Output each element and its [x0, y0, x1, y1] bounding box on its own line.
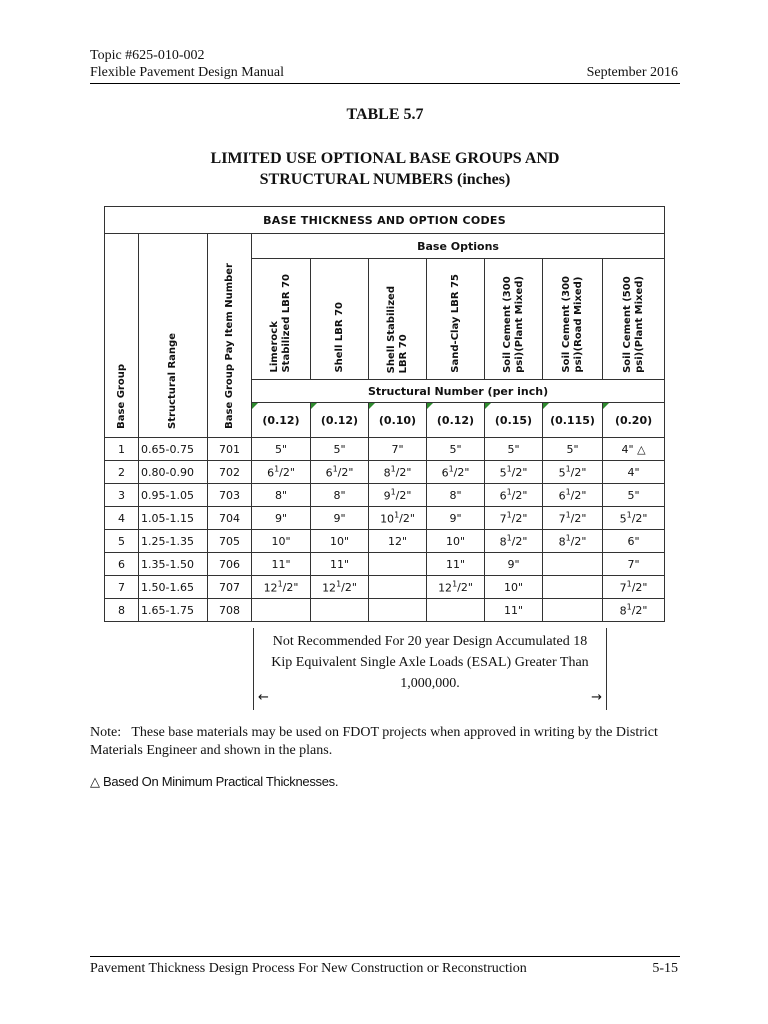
thickness-cell: [427, 576, 485, 599]
thickness-value: 5": [507, 442, 520, 456]
thickness-value: 9": [333, 511, 346, 525]
thickness-cell: [252, 484, 311, 507]
not-recommended-line-3: 1,000,000.: [400, 676, 460, 691]
option-header-label: [561, 276, 585, 373]
thickness-cell: [369, 576, 427, 599]
coefficient-value: (0.12): [320, 413, 359, 427]
thickness-cell: [485, 530, 543, 553]
not-recommended-line-2: Kip Equivalent Single Axle Loads (ESAL) Greater Than: [271, 655, 589, 670]
thickness-cell: [427, 599, 485, 622]
group-cell: 4: [105, 507, 139, 530]
thickness-cell: [369, 599, 427, 622]
thickness-fraction: $^1$/2": [274, 464, 295, 480]
thickness-cell: [543, 599, 603, 622]
table-number: TABLE 5.7: [346, 106, 424, 123]
thickness-value: 10": [503, 580, 524, 594]
option-header-line: psi)(Plant Mixed): [633, 276, 645, 373]
header-rule: [90, 83, 680, 84]
thickness-fraction: $^1$/2": [506, 533, 528, 549]
thickness-cell: [543, 461, 603, 484]
option-header-label: [334, 302, 346, 373]
thickness-cell: [485, 484, 543, 507]
group-cell: 8: [105, 599, 139, 622]
note: [90, 724, 680, 760]
left-arrow-icon: ←: [258, 690, 269, 705]
footnote: △ Based On Minimum Practical Thicknesses.: [90, 774, 339, 789]
thickness-value: 6: [441, 466, 449, 480]
option-header: [603, 259, 665, 380]
thickness-fraction: $^1$/2": [626, 602, 648, 618]
thickness-value: 6: [325, 466, 333, 480]
thickness-cell: [543, 484, 603, 507]
header-structural-range: [139, 234, 208, 438]
pay-item-cell: 707: [208, 576, 252, 599]
thickness-cell: [543, 530, 603, 553]
thickness-cell: [603, 530, 665, 553]
thickness-value: 12": [387, 534, 408, 548]
thickness-cell: [603, 438, 665, 461]
thickness-fraction: $^1$/2": [626, 510, 648, 526]
header-base-group: [105, 234, 139, 438]
option-header-label: [450, 274, 462, 373]
header-structural-range-label: Structural Range: [167, 333, 178, 429]
pay-item-cell: 705: [208, 530, 252, 553]
range-cell: 1.65-1.75: [139, 599, 208, 622]
thickness-value: 9": [449, 511, 462, 525]
thickness-cell: [603, 599, 665, 622]
coefficient-cell: [369, 403, 427, 438]
group-cell: 3: [105, 484, 139, 507]
thickness-value: 8: [499, 535, 507, 549]
option-header-label: [386, 286, 410, 373]
thickness-cell: [543, 576, 603, 599]
thickness-cell: [427, 553, 485, 576]
thickness-cell: [369, 553, 427, 576]
table-row: [105, 599, 665, 622]
note-line-2: Materials Engineer and shown in the plans.: [90, 743, 333, 758]
thickness-cell: [252, 576, 311, 599]
title-line-1: LIMITED USE OPTIONAL BASE GROUPS AND: [210, 150, 560, 167]
coefficient-cell: [427, 403, 485, 438]
thickness-cell: [369, 484, 427, 507]
thickness-cell: [311, 484, 369, 507]
note-line-1: Note: These base materials may be used on FDOT projects when approved in writing by the District: [90, 725, 658, 740]
thickness-value: 7": [391, 442, 404, 456]
coefficient-value: (0.15): [494, 413, 533, 427]
thickness-cell: [311, 530, 369, 553]
option-header: [311, 259, 369, 380]
header-date: September 2016: [586, 65, 678, 80]
thickness-cell: [252, 507, 311, 530]
thickness-value: 6": [627, 534, 640, 548]
not-recommended-box: [253, 628, 607, 710]
thickness-value: 8": [333, 488, 346, 502]
thickness-cell: [603, 576, 665, 599]
footer-rule: [90, 956, 680, 957]
thickness-value: 10": [445, 534, 466, 548]
footer-text: Pavement Thickness Design Process For New Construction or Reconstruction: [90, 961, 527, 976]
table-row: [105, 530, 665, 553]
thickness-value: 5: [619, 512, 627, 526]
thickness-value: 8: [619, 604, 627, 618]
thickness-fraction: $^1$/2": [448, 464, 470, 480]
option-header-line: Stabilized LBR 70: [281, 274, 292, 373]
option-header-line: Soil Cement (300: [560, 276, 572, 373]
thickness-fraction: $^1$/2": [390, 487, 412, 503]
thickness-cell: [369, 438, 427, 461]
thickness-value: 11": [503, 603, 524, 617]
comment-marker-icon: [603, 403, 609, 409]
thickness-cell: [543, 438, 603, 461]
thickness-fraction: $^1$/2": [506, 510, 528, 526]
thickness-value: 4": [627, 465, 640, 479]
group-cell: 6: [105, 553, 139, 576]
thickness-value: 11": [329, 557, 350, 571]
group-cell: 5: [105, 530, 139, 553]
thickness-value: 6: [499, 489, 507, 503]
option-header: [252, 259, 311, 380]
thickness-value: 11": [445, 557, 466, 571]
thickness-value: 5": [333, 442, 346, 456]
thickness-fraction: $^1$/2": [565, 487, 587, 503]
range-cell: 1.25-1.35: [139, 530, 208, 553]
thickness-value: 7: [619, 581, 627, 595]
thickness-cell: [485, 438, 543, 461]
thickness-cell: [485, 576, 543, 599]
option-header-line: Soil Cement (300: [501, 276, 513, 373]
thickness-cell: [369, 507, 427, 530]
thickness-value: 12: [263, 581, 278, 595]
comment-marker-icon: [252, 403, 258, 409]
thickness-cell: [311, 599, 369, 622]
thickness-fraction: $^1$/2": [565, 464, 587, 480]
structural-number-label: Structural Number (per inch): [252, 380, 665, 403]
coefficient-value: (0.12): [436, 413, 475, 427]
table-row: [105, 461, 665, 484]
option-header-line: psi)(Plant Mixed): [513, 276, 525, 373]
group-cell: 1: [105, 438, 139, 461]
thickness-fraction: $^1$/2": [565, 533, 587, 549]
option-header-line: LBR 70: [397, 333, 409, 373]
thickness-cell: [311, 461, 369, 484]
thickness-value: 4" △: [621, 442, 646, 456]
coefficient-value: (0.10): [378, 413, 417, 427]
table-row: [105, 576, 665, 599]
thickness-value: 9: [383, 489, 391, 503]
option-header-line: Sand-Clay LBR 75: [449, 274, 461, 373]
thickness-cell: [427, 438, 485, 461]
pay-item-cell: 708: [208, 599, 252, 622]
option-header-label: [269, 274, 293, 373]
pay-item-cell: 706: [208, 553, 252, 576]
header-manual: Flexible Pavement Design Manual: [90, 65, 285, 80]
thickness-value: 8": [449, 488, 462, 502]
table-row: [105, 438, 665, 461]
coefficient-value: (0.20): [614, 413, 653, 427]
header-topic: Topic #625-010-002: [90, 48, 205, 63]
coefficient-value: (0.115): [550, 413, 595, 427]
option-header: [485, 259, 543, 380]
thickness-value: 11": [271, 557, 291, 571]
pay-item-cell: 703: [208, 484, 252, 507]
range-cell: 0.65-0.75: [139, 438, 208, 461]
base-options-label: Base Options: [252, 234, 665, 259]
comment-marker-icon: [369, 403, 375, 409]
thickness-value: 7": [627, 557, 640, 571]
option-header: [543, 259, 603, 380]
thickness-cell: [485, 553, 543, 576]
thickness-cell: [603, 484, 665, 507]
thickness-value: 10: [380, 512, 395, 526]
thickness-value: 9": [274, 511, 288, 525]
header-pay-item-label: Base Group Pay Item Number: [223, 263, 235, 429]
thickness-value: 7: [558, 512, 566, 526]
comment-marker-icon: [485, 403, 491, 409]
coefficient-cell: [252, 403, 311, 438]
thickness-cell: [252, 438, 311, 461]
thickness-fraction: $^1$/2": [394, 510, 415, 526]
thickness-cell: [485, 461, 543, 484]
thickness-cell: [369, 461, 427, 484]
header-base-group-label: Base Group: [115, 364, 127, 429]
thickness-value: 6: [267, 466, 275, 480]
thickness-cell: [311, 507, 369, 530]
thickness-value: 5": [449, 442, 462, 456]
thickness-fraction: $^1$/2": [452, 579, 473, 595]
thickness-cell: [427, 461, 485, 484]
thickness-cell: [543, 553, 603, 576]
thickness-cell: [369, 530, 427, 553]
thickness-fraction: $^1$/2": [506, 464, 528, 480]
group-cell: 7: [105, 576, 139, 599]
pay-item-cell: 702: [208, 461, 252, 484]
option-header: [427, 259, 485, 380]
thickness-value: 9": [507, 557, 520, 571]
header-pay-item: [208, 234, 252, 438]
thickness-value: 6: [558, 489, 566, 503]
option-header-line: Shell LBR 70: [333, 302, 345, 373]
thickness-cell: [427, 484, 485, 507]
option-header-line: psi)(Road Mixed): [572, 277, 584, 373]
option-header-line: Shell Stabilized: [385, 285, 397, 373]
thickness-cell: [311, 438, 369, 461]
range-cell: 1.35-1.50: [139, 553, 208, 576]
table-row: [105, 507, 665, 530]
thickness-cell: [603, 507, 665, 530]
title-line-2: STRUCTURAL NUMBERS (inches): [259, 171, 511, 188]
option-header-label: [622, 276, 646, 373]
right-arrow-icon: →: [591, 690, 602, 705]
thickness-value: 5": [274, 442, 288, 456]
thickness-fraction: $^1$/2": [506, 487, 528, 503]
comment-marker-icon: [427, 403, 433, 409]
thickness-value: 10": [271, 534, 291, 548]
thickness-value: 8: [558, 535, 566, 549]
not-recommended-line-1: Not Recommended For 20 year Design Accumulated 18: [272, 634, 588, 649]
thickness-fraction: $^1$/2": [626, 579, 648, 595]
group-cell: 2: [105, 461, 139, 484]
comment-marker-icon: [543, 403, 549, 409]
thickness-cell: [543, 507, 603, 530]
thickness-fraction: $^1$/2": [332, 464, 354, 480]
thickness-value: 5": [627, 488, 640, 502]
option-header: [369, 259, 427, 380]
thickness-cell: [252, 530, 311, 553]
coefficient-value: (0.12): [262, 413, 300, 427]
thickness-value: 5: [499, 466, 507, 480]
base-options-table: [104, 206, 665, 622]
thickness-cell: [311, 553, 369, 576]
thickness-cell: [485, 599, 543, 622]
pay-item-cell: 704: [208, 507, 252, 530]
thickness-value: 10": [329, 534, 350, 548]
thickness-value: 8": [274, 488, 288, 502]
thickness-value: 8: [383, 466, 391, 480]
thickness-cell: [603, 553, 665, 576]
thickness-cell: [427, 507, 485, 530]
table-row: [105, 484, 665, 507]
coefficient-cell: [543, 403, 603, 438]
thickness-fraction: $^1$/2": [390, 464, 412, 480]
coefficient-cell: [311, 403, 369, 438]
thickness-value: 12: [438, 581, 453, 595]
thickness-value: 7: [499, 512, 507, 526]
coefficient-cell: [485, 403, 543, 438]
thickness-value: 12: [322, 581, 337, 595]
thickness-cell: [427, 530, 485, 553]
comment-marker-icon: [311, 403, 317, 409]
range-cell: 0.80-0.90: [139, 461, 208, 484]
thickness-cell: [603, 461, 665, 484]
thickness-value: 5": [566, 442, 579, 456]
range-cell: 1.50-1.65: [139, 576, 208, 599]
table-caption: BASE THICKNESS AND OPTION CODES: [105, 207, 665, 234]
thickness-fraction: $^1$/2": [277, 579, 299, 595]
range-cell: 0.95-1.05: [139, 484, 208, 507]
thickness-fraction: $^1$/2": [336, 579, 357, 595]
pay-item-cell: 701: [208, 438, 252, 461]
thickness-value: 5: [558, 466, 566, 480]
option-header-line: Soil Cement (500: [621, 276, 633, 373]
coefficient-cell: [603, 403, 665, 438]
thickness-cell: [485, 507, 543, 530]
thickness-fraction: $^1$/2": [565, 510, 587, 526]
page-number: 5-15: [652, 961, 678, 976]
option-header-label: [502, 276, 526, 373]
thickness-cell: [311, 576, 369, 599]
range-cell: 1.05-1.15: [139, 507, 208, 530]
thickness-cell: [252, 461, 311, 484]
thickness-cell: [252, 599, 311, 622]
thickness-cell: [252, 553, 311, 576]
table-row: [105, 553, 665, 576]
option-header-line: Limerock: [269, 321, 280, 373]
